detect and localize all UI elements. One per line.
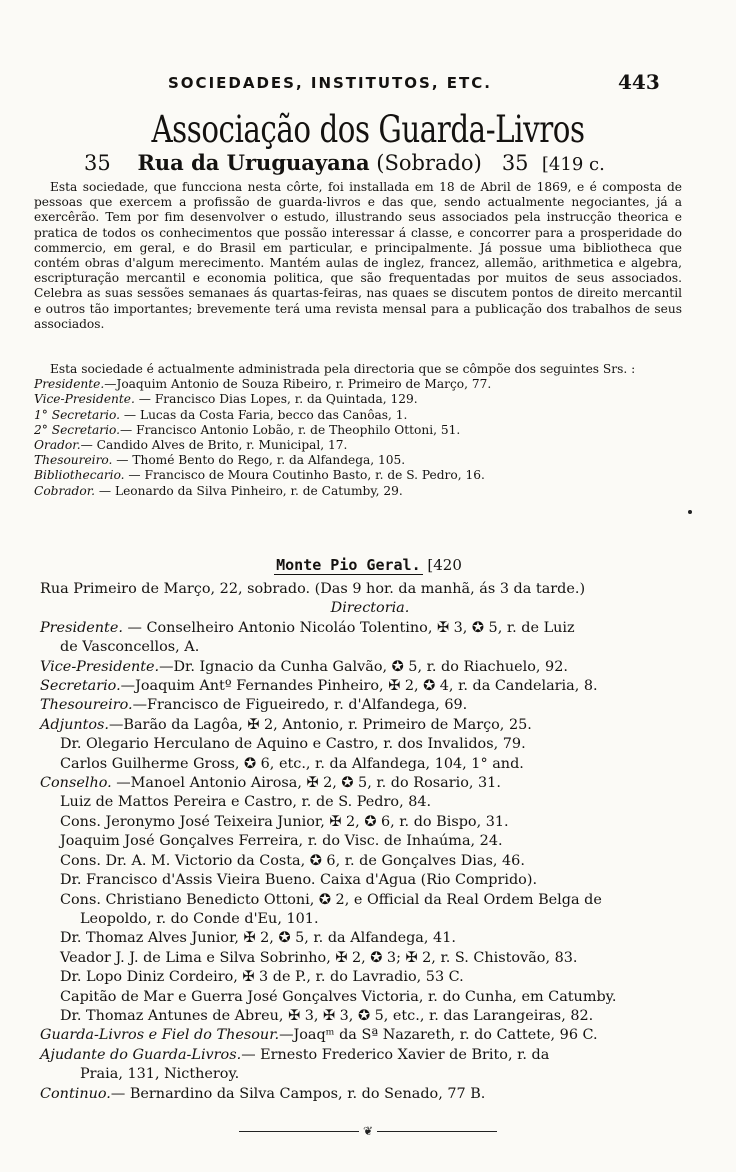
montepio-text: Leopoldo, r. do Conde d'Eu, 101. [80, 910, 319, 927]
running-title: SOCIEDADES, INSTITUTOS, ETC. [168, 74, 492, 92]
montepio-role: Ajudante do Guarda-Livros. [40, 1046, 242, 1063]
montepio-line [40, 929, 700, 948]
montepio-heading [0, 556, 736, 574]
address-note: (Sobrado) [376, 151, 482, 175]
association-address [84, 150, 605, 175]
montepio-section [40, 580, 700, 1104]
montepio-text: —Joaquim Antº Fernandes Pinheiro, ✠ 2, ✪ 4, r. da Candelaria, 8. [120, 678, 598, 695]
montepio-text: Dr. Olegario Herculano de Aquino e Castro, r. dos Invalidos, 79. [60, 736, 526, 753]
address-number-right: 35 [501, 151, 529, 175]
director-text: — Francisco Dias Lopes, r. da Quintada, 129. [134, 392, 418, 407]
montepio-line [40, 619, 700, 638]
montepio-line [40, 755, 700, 774]
margin-mark [688, 510, 692, 514]
director-row [34, 408, 694, 423]
director-role: Cobrador. [34, 483, 96, 498]
directoria-label: Directoria. [330, 600, 410, 617]
montepio-text: Praia, 131, Nictheroy. [80, 1066, 240, 1083]
montepio-line [40, 1065, 700, 1084]
montepio-text: Dr. Francisco d'Assis Vieira Bueno. Caixa d'Agua (Rio Comprido). [60, 872, 538, 889]
director-row [34, 423, 694, 438]
montepio-text: Joaquim José Gonçalves Ferreira, r. do Visc. de Inhaúma, 24. [60, 833, 503, 850]
director-text: — Francisco de Moura Coutinho Basto, r. de S. Pedro, 16. [124, 468, 485, 483]
montepio-line [40, 871, 700, 890]
montepio-line [40, 793, 700, 812]
director-role: Orador. [34, 438, 81, 453]
director-role: 1° Secretario. [34, 407, 121, 422]
montepio-ref: [420 [427, 556, 462, 574]
montepio-line [40, 735, 700, 754]
montepio-line [40, 1007, 700, 1026]
montepio-line [40, 677, 700, 696]
montepio-text: Cons. Jeronymo José Teixeira Junior, ✠ 2, ✪ 6, r. do Bispo, 31. [60, 813, 509, 830]
montepio-text: Luiz de Mattos Pereira e Castro, r. de S. Pedro, 84. [60, 794, 432, 811]
directors-intro: Esta sociedade é actualmente administrada pela directoria que se cômpõe dos seguintes Srs. : [50, 362, 636, 376]
montepio-line [40, 658, 700, 677]
montepio-line [40, 1046, 700, 1065]
director-row [34, 392, 694, 407]
director-role: Vice-Presidente. [34, 392, 135, 407]
director-text: —Joaquim Antonio de Souza Ribeiro, r. Primeiro de Março, 77. [104, 377, 492, 392]
director-text: — Francisco Antonio Lobão, r. de Theophilo Ottoni, 51. [120, 422, 461, 437]
montepio-text: de Vasconcellos, A. [60, 639, 200, 656]
director-role: Bibliothecario. [34, 468, 125, 483]
montepio-role: Conselho. [40, 775, 112, 792]
montepio-line [40, 968, 700, 987]
montepio-role: Continuo. [40, 1085, 111, 1102]
director-role: 2° Secretario. [34, 422, 121, 437]
description-paragraph: Esta sociedade, que funcciona nesta côrte, foi installada em 18 de Abril de 1869, e é composta de pessoas que exercem a profissão de guarda-livros e das que, sendo actualmente negociantes, já a exercêrão. Tem por fim desenvolver o estudo, illustrando seus associados pela instrucção theorica e pratica de todos os conhecimentos que possão interessar á classe, e concorrer para a prosperidade do commercio, em geral, e do Brasil em particular, e principalmente. Já possue uma bibliotheca que contém obras d'algum merecimento. Mantém aulas de inglez, francez, allemão, arithmetica e algebra, escripturação mercantil e economia politica, que são frequentadas por muitos de seus associados. Celebra as suas sessões semanaes ás quartas-feiras, nas quaes se discutem pontos de direito mercantil e outros tão importantes; brevemente terá uma revista mensal para a publicação dos trabalhos de seus associados. [34, 180, 682, 331]
director-text: — Thomé Bento do Rego, r. da Alfandega, 105. [112, 453, 406, 468]
directors-list [34, 377, 694, 499]
montepio-line [40, 910, 700, 929]
director-text: — Leonardo da Silva Pinheiro, r. de Catumby, 29. [95, 483, 403, 498]
montepio-text: Dr. Thomaz Alves Junior, ✠ 2, ✪ 5, r. da Alfandega, 41. [60, 930, 456, 947]
montepio-line [40, 696, 700, 715]
montepio-line [40, 1026, 700, 1045]
montepio-text: —Barão da Lagôa, ✠ 2, Antonio, r. Primeiro de Março, 25. [109, 716, 532, 733]
montepio-role: Thesoureiro. [40, 697, 133, 714]
montepio-text: Veador J. J. de Lima e Silva Sobrinho, ✠ 2, ✪ 3; ✠ 2, r. S. Chistovão, 83. [60, 949, 578, 966]
montepio-line [40, 813, 700, 832]
montepio-role: Guarda-Livros e Fiel do Thesour. [40, 1027, 280, 1044]
montepio-text: —Francisco de Figueiredo, r. d'Alfandega, 69. [132, 697, 468, 714]
montepio-text: —Manoel Antonio Airosa, ✠ 2, ✪ 5, r. do Rosario, 31. [111, 775, 501, 792]
end-ornament: ❦ [0, 1124, 736, 1138]
montepio-line [40, 638, 700, 657]
association-title: Associação dos Guarda-Livros [151, 108, 585, 151]
montepio-line [40, 988, 700, 1007]
montepio-text: — Bernardino da Silva Campos, r. do Senado, 77 B. [110, 1085, 486, 1102]
montepio-text: — Conselheiro Antonio Nicoláo Tolentino, ✠ 3, ✪ 5, r. de Luiz [122, 619, 575, 636]
director-row [34, 438, 694, 453]
director-role: Thesoureiro. [34, 453, 113, 468]
montepio-lines [40, 619, 700, 1104]
montepio-line [40, 1085, 700, 1104]
montepio-role: Presidente. [40, 619, 123, 636]
montepio-role: Vice-Presidente. [40, 658, 160, 675]
montepio-text: Cons. Christiano Benedicto Ottoni, ✪ 2, e Official da Real Ordem Belga de [60, 891, 602, 908]
address-number-left: 35 [84, 151, 111, 175]
director-text: — Candido Alves de Brito, r. Municipal, 17. [80, 438, 348, 453]
montepio-line [40, 891, 700, 910]
montepio-text: Cons. Dr. A. M. Victorio da Costa, ✪ 6, r. de Gonçalves Dias, 46. [60, 852, 525, 869]
page-number: 443 [618, 70, 660, 94]
montepio-line [40, 832, 700, 851]
montepio-line [40, 949, 700, 968]
montepio-address: Rua Primeiro de Março, 22, sobrado. (Das 9 hor. da manhã, ás 3 da tarde.) [40, 581, 586, 597]
montepio-line [40, 852, 700, 871]
director-row [34, 453, 694, 468]
running-header [0, 70, 736, 98]
montepio-line [40, 716, 700, 735]
director-row [34, 377, 694, 392]
montepio-role: Adjuntos. [40, 716, 110, 733]
director-role: Presidente. [34, 377, 105, 392]
association-directors [34, 362, 694, 499]
director-row [34, 484, 694, 499]
entry-reference: [419 c. [541, 154, 605, 175]
montepio-title: Monte Pio Geral. [276, 556, 421, 574]
montepio-text: Dr. Lopo Diniz Cordeiro, ✠ 3 de P., r. do Lavradio, 53 C. [60, 969, 464, 986]
director-text: — Lucas da Costa Faria, becco das Canôas, 1. [120, 407, 408, 422]
montepio-text: — Ernesto Frederico Xavier de Brito, r. da [241, 1046, 550, 1063]
montepio-text: Capitão de Mar e Guerra José Gonçalves Victoria, r. do Cunha, em Catumby. [60, 988, 617, 1005]
montepio-role: Secretario. [40, 678, 121, 695]
director-row [34, 468, 694, 483]
montepio-text: Carlos Guilherme Gross, ✪ 6, etc., r. da Alfandega, 104, 1° and. [60, 755, 524, 772]
montepio-text: Dr. Thomaz Antunes de Abreu, ✠ 3, ✠ 3, ✪ 5, etc., r. das Larangeiras, 82. [60, 1007, 594, 1024]
association-description [34, 180, 682, 332]
montepio-text: —Dr. Ignacio da Cunha Galvão, ✪ 5, r. do Riachuelo, 92. [159, 658, 568, 675]
montepio-line [40, 774, 700, 793]
address-street: Rua da Uruguayana [137, 150, 370, 175]
montepio-text: —Joaqᵐ da Sª Nazareth, r. do Cattete, 96 C. [279, 1027, 598, 1044]
